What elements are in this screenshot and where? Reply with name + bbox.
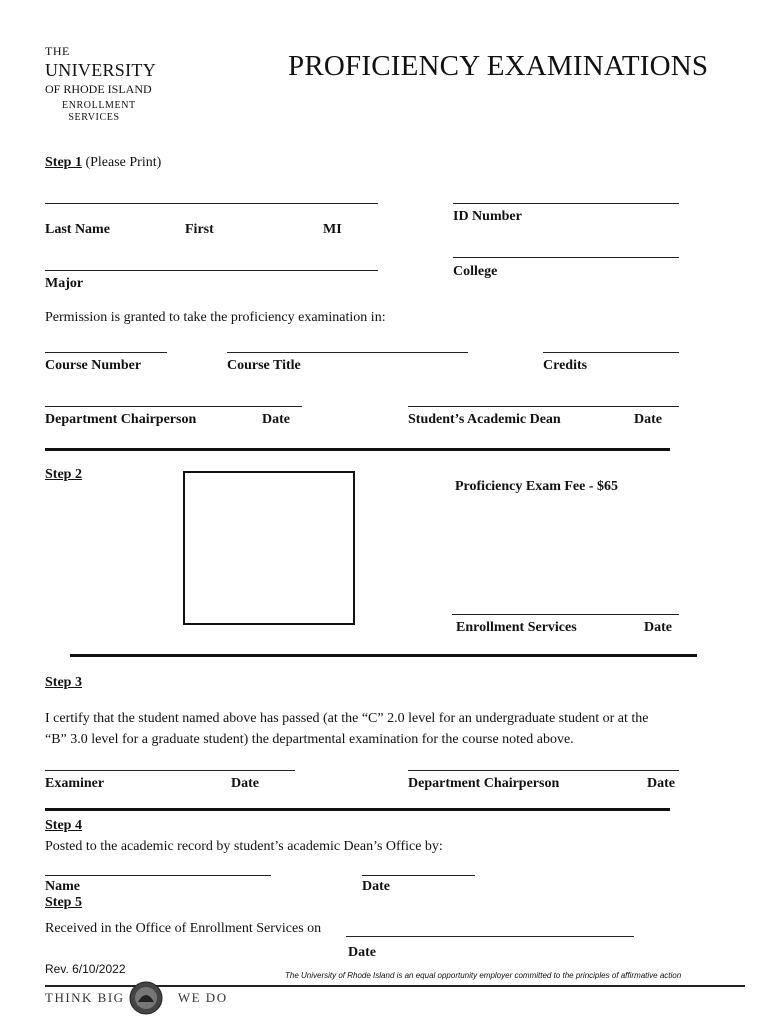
college-field-line[interactable] xyxy=(453,257,679,258)
first-name-label: First xyxy=(185,222,214,237)
slogan-we-do: WE DO xyxy=(177,990,228,1005)
academic-dean-signature-line[interactable] xyxy=(408,406,679,407)
permission-text: Permission is granted to take the proficiency examination in: xyxy=(45,310,386,325)
step1-note: (Please Print) xyxy=(85,155,162,170)
revision-date: Rev. 6/10/2022 xyxy=(45,962,126,976)
enrollment-services-label: Enrollment Services xyxy=(456,620,577,635)
last-name-label: Last Name xyxy=(45,222,110,237)
name-field-line[interactable] xyxy=(45,203,378,204)
examiner-signature-line[interactable] xyxy=(45,770,295,771)
logo-university: UNIVERSITY xyxy=(45,60,156,80)
received-date-label: Date xyxy=(348,945,376,960)
section-divider xyxy=(45,448,670,451)
examiner-label: Examiner xyxy=(45,776,105,791)
id-number-label: ID Number xyxy=(453,209,522,224)
step1-heading: Step 1 xyxy=(45,155,82,170)
name-signature-line[interactable] xyxy=(45,875,271,876)
step5-heading: Step 5 xyxy=(45,895,82,910)
eoe-statement: The University of Rhode Island is an equal opportunity employer committed to the principles of affirmative action xyxy=(285,971,682,980)
dept-chair-signature-line-2[interactable] xyxy=(408,770,679,771)
university-seal-icon xyxy=(128,980,164,1016)
major-label: Major xyxy=(45,276,84,291)
section-divider xyxy=(70,654,697,657)
step4-heading: Step 4 xyxy=(45,818,82,833)
logo-of-rhode-island: OF RHODE ISLAND xyxy=(45,82,152,96)
section-divider xyxy=(45,808,670,811)
mi-label: MI xyxy=(323,222,342,237)
id-number-field-line[interactable] xyxy=(453,203,679,204)
logo-the: THE xyxy=(45,44,70,58)
posted-text: Posted to the academic record by student’s academic Dean’s Office by: xyxy=(45,839,443,854)
logo-services: SERVICES xyxy=(68,112,120,123)
course-number-field-line[interactable] xyxy=(45,352,167,353)
course-title-field-line[interactable] xyxy=(227,352,468,353)
name-label: Name xyxy=(45,879,80,894)
dept-chair-label-2: Department Chairperson xyxy=(408,776,560,791)
receipt-stamp-box xyxy=(183,471,355,625)
certification-line-2: “B” 3.0 level for a graduate student) the departmental examination for the course noted above. xyxy=(45,732,574,747)
major-field-line[interactable] xyxy=(45,270,378,271)
course-title-label: Course Title xyxy=(227,358,301,373)
logo-enrollment-services xyxy=(62,100,136,124)
certification-text xyxy=(45,708,745,750)
dept-chair-date-label: Date xyxy=(262,412,290,427)
page-title: PROFICIENCY EXAMINATIONS xyxy=(288,50,709,82)
logo-enrollment: ENROLLMENT xyxy=(62,100,136,111)
academic-dean-label: Student’s Academic Dean xyxy=(408,412,561,427)
credits-field-line[interactable] xyxy=(543,352,679,353)
enrollment-services-date-label: Date xyxy=(644,620,672,635)
exam-fee-text: Proficiency Exam Fee - $65 xyxy=(455,479,619,494)
college-label: College xyxy=(453,264,498,279)
step2-heading: Step 2 xyxy=(45,467,82,482)
dept-chair-label: Department Chairperson xyxy=(45,412,197,427)
step1-line xyxy=(45,155,161,171)
received-text: Received in the Office of Enrollment Services on xyxy=(45,921,322,936)
posted-date-label: Date xyxy=(362,879,390,894)
enrollment-services-signature-line[interactable] xyxy=(452,614,679,615)
slogan-think-big: THINK BIG xyxy=(45,990,125,1005)
received-date-line[interactable] xyxy=(346,936,634,937)
examiner-date-label: Date xyxy=(231,776,259,791)
dept-chair-date-label-2: Date xyxy=(647,776,675,791)
certification-line-1: I certify that the student named above has passed (at the “C” 2.0 level for an undergraduate student or at the xyxy=(45,711,649,726)
course-number-label: Course Number xyxy=(45,358,142,373)
dept-chair-signature-line[interactable] xyxy=(45,406,302,407)
step3-heading: Step 3 xyxy=(45,675,82,690)
academic-dean-date-label: Date xyxy=(634,412,662,427)
posted-date-line[interactable] xyxy=(362,875,475,876)
credits-label: Credits xyxy=(543,358,588,373)
